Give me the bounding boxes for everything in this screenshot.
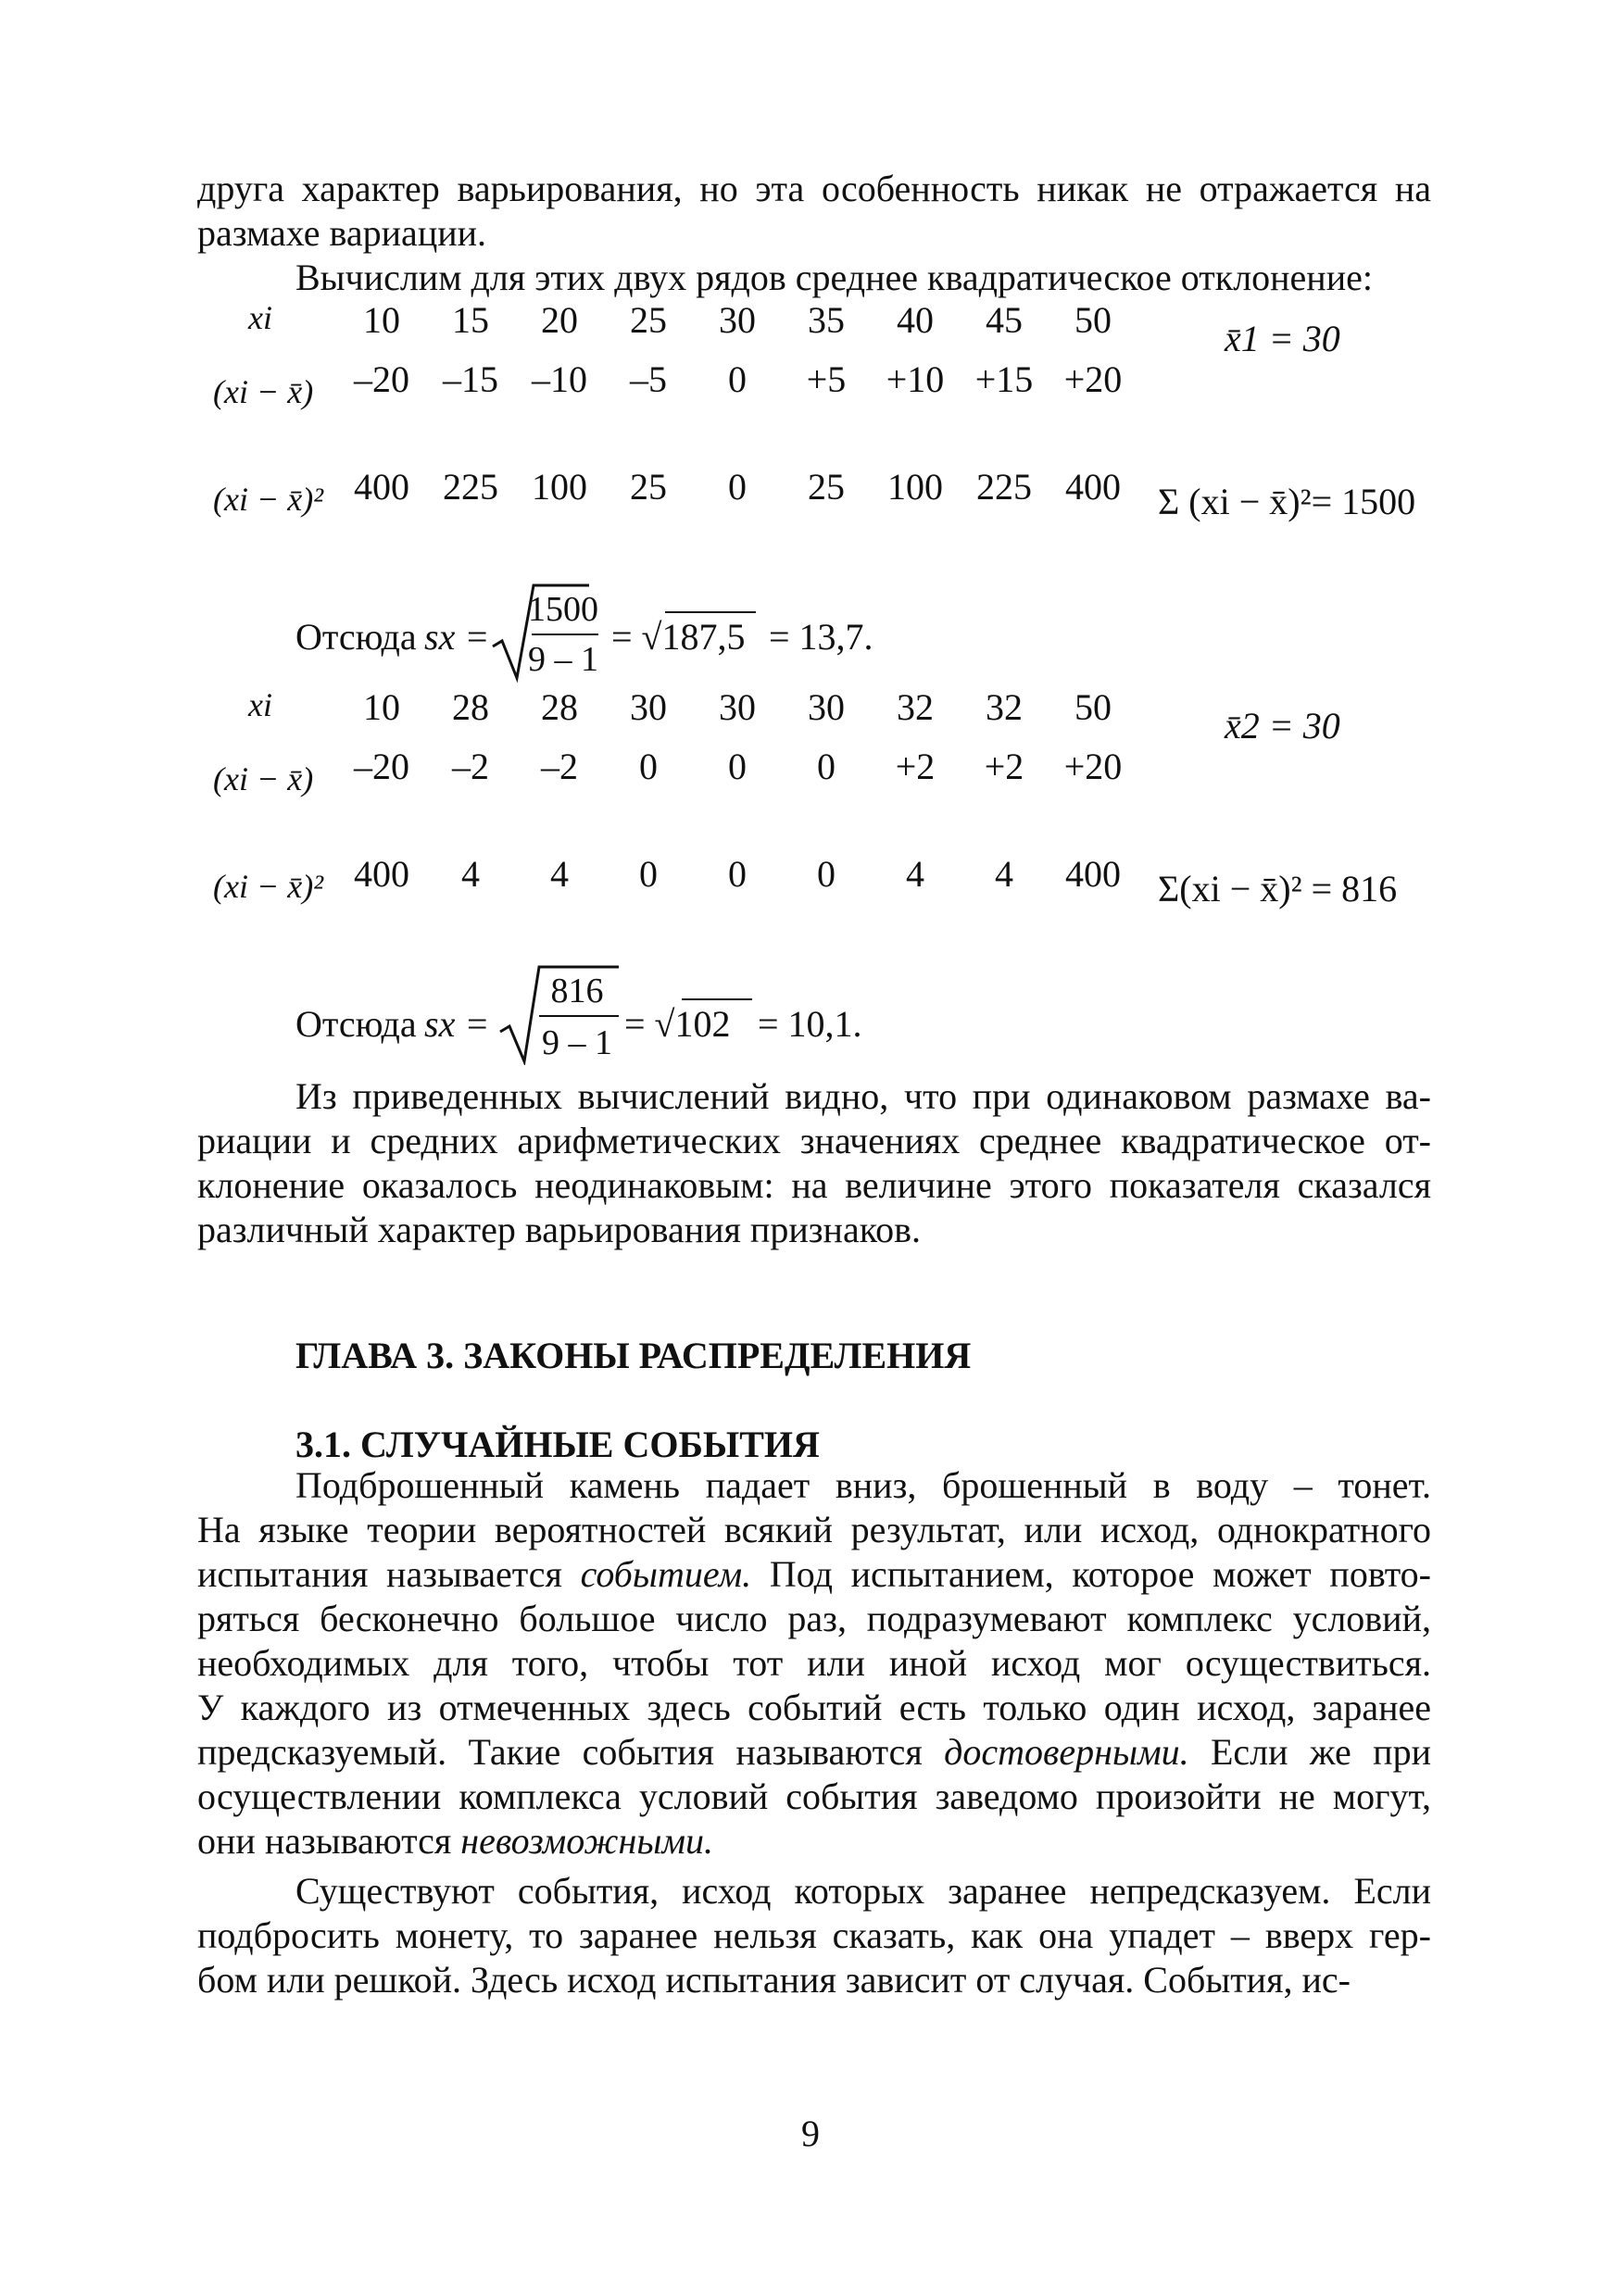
table-cell: 30 <box>630 686 667 728</box>
table-cell: –15 <box>443 358 498 400</box>
table-cell: 0 <box>817 746 836 787</box>
table-cell: 30 <box>719 299 756 341</box>
table-cell: 25 <box>630 299 667 341</box>
table-cell: +10 <box>886 358 945 400</box>
row-label: xi <box>248 686 272 723</box>
table-cell: 400 <box>354 466 409 508</box>
text-line: они называются невозможными. <box>197 1820 713 1862</box>
text-line: Из приведенных вычислений видно, что при одинаковом размахе ва- <box>295 1075 1431 1117</box>
fraction-bar <box>539 1015 619 1017</box>
text-line: испытания называется событием. Под испытанием, которое может повто- <box>197 1553 1431 1595</box>
table-cell: 15 <box>452 299 489 341</box>
sqrt-bar <box>665 611 756 613</box>
text-line: клонение оказалось неодинаковым: на величине этого показателя сказался <box>197 1164 1431 1206</box>
table-cell: 32 <box>897 686 934 728</box>
table-cell: 10 <box>363 299 400 341</box>
table-cell: 20 <box>541 299 578 341</box>
table-cell: 30 <box>808 686 845 728</box>
section-paragraph-1 <box>197 1463 1431 1863</box>
sum-of-squares: Σ (xi − x̄)²= 1500 <box>1158 481 1416 522</box>
table-cell: 0 <box>817 853 836 895</box>
result-end: = 10,1. <box>758 1003 862 1045</box>
table-cell: +5 <box>806 358 847 400</box>
emphasis-term: достоверными. <box>944 1731 1189 1773</box>
table-cell: 225 <box>976 466 1032 508</box>
result-prefix: Отсюда <box>295 1003 417 1045</box>
result-end: = 13,7. <box>769 616 873 658</box>
text-line: подбросить монету, то заранее нельзя сказать, как она упадет – вверх гер- <box>197 1914 1431 1956</box>
table-cell: 50 <box>1074 299 1112 341</box>
text-line: риации и средних арифметических значениях среднее квадратическое от- <box>197 1120 1431 1161</box>
frac-numerator: 816 <box>550 972 604 1010</box>
text-line: друга характер варьирования, но эта особенность никак не отражается на <box>197 168 1431 209</box>
chapter-title: ГЛАВА 3. ЗАКОНЫ РАСПРЕДЕЛЕНИЯ <box>295 1335 972 1376</box>
section-paragraph-2 <box>197 1869 1431 2002</box>
intro-paragraph <box>197 167 1431 256</box>
table-cell: 4 <box>461 853 480 895</box>
table-cell: 45 <box>986 299 1023 341</box>
result-sx: sx = <box>424 616 490 658</box>
table-cell: –20 <box>354 358 409 400</box>
mean-value: x̄2 = 30 <box>1225 705 1340 747</box>
table-cell: 10 <box>363 686 400 728</box>
table-cell: 400 <box>354 853 409 895</box>
table-cell: 40 <box>897 299 934 341</box>
table-cell: –2 <box>452 746 489 787</box>
frac-numerator: 1500 <box>528 590 598 629</box>
table-cell: 4 <box>550 853 569 895</box>
table-cell: 30 <box>719 686 756 728</box>
table-cell: 100 <box>887 466 943 508</box>
table-cell: 28 <box>541 686 578 728</box>
row-label: xi <box>248 299 272 336</box>
text-line: Существуют события, исход которых заранее непредсказуем. Если <box>295 1870 1431 1912</box>
conclusion-paragraph <box>197 1074 1431 1252</box>
result-prefix: Отсюда <box>295 616 417 658</box>
table-cell: 4 <box>995 853 1013 895</box>
table-cell: 25 <box>808 466 845 508</box>
fraction-bar <box>532 634 598 635</box>
table-cell: –2 <box>541 746 578 787</box>
text-line: различный характер варьирования признаков. <box>197 1209 921 1250</box>
table-cell: 0 <box>639 746 658 787</box>
text-line: размахе вариации. <box>197 212 487 254</box>
text-line: необходимых для того, чтобы тот или иной исход мог осуществиться. <box>197 1642 1431 1684</box>
text-line: бом или решкой. Здесь исход испытания зависит от случая. События, ис- <box>197 1959 1351 2001</box>
table-cell: 400 <box>1065 853 1121 895</box>
text-line: На языке теории вероятностей всякий результат, или исход, однократного <box>197 1509 1431 1550</box>
table-cell: +2 <box>984 746 1024 787</box>
page-number: 9 <box>801 2113 820 2154</box>
text-line: предсказуемый. Такие события называются достоверными. Если же при <box>197 1731 1431 1773</box>
table-cell: 225 <box>443 466 498 508</box>
table-cell: –5 <box>630 358 667 400</box>
frac-denominator: 9 – 1 <box>542 1023 612 1062</box>
sqrt-bar <box>682 998 752 1000</box>
table-cell: 32 <box>986 686 1023 728</box>
table-cell: +15 <box>974 358 1034 400</box>
sum-of-squares: Σ(xi − x̄)² = 816 <box>1158 868 1398 910</box>
text-line: Подброшенный камень падает вниз, брошенный в воду – тонет. <box>295 1464 1431 1506</box>
table-cell: 50 <box>1074 686 1112 728</box>
row-label: (xi − x̄) <box>213 760 314 797</box>
table-cell: –10 <box>532 358 587 400</box>
table-cell: 0 <box>728 853 747 895</box>
mean-value: x̄1 = 30 <box>1225 318 1340 359</box>
result-mid: = √102 <box>624 1003 731 1045</box>
table-cell: 400 <box>1065 466 1121 508</box>
table-cell: +20 <box>1063 358 1123 400</box>
table-cell: 4 <box>906 853 924 895</box>
table-cell: 100 <box>532 466 587 508</box>
table-cell: 35 <box>808 299 845 341</box>
section-title: 3.1. СЛУЧАЙНЫЕ СОБЫТИЯ <box>295 1424 820 1465</box>
text-line: осуществлении комплекса условий события заведомо произойти не могут, <box>197 1775 1431 1817</box>
emphasis-term: событием. <box>580 1553 752 1595</box>
table-cell: 28 <box>452 686 489 728</box>
row-label: (xi − x̄)² <box>213 481 324 518</box>
table-cell: +2 <box>895 746 936 787</box>
emphasis-term: невозможными. <box>460 1820 713 1862</box>
text-line: У каждого из отмеченных здесь событий есть только один исход, заранее <box>197 1687 1431 1728</box>
table-cell: 0 <box>728 746 747 787</box>
table-cell: +20 <box>1063 746 1123 787</box>
table-cell: 25 <box>630 466 667 508</box>
calc-intro: Вычислим для этих двух рядов среднее квадратическое отклонение: <box>295 257 1373 298</box>
result-mid: = √187,5 <box>611 616 746 658</box>
frac-denominator: 9 – 1 <box>528 640 598 679</box>
table-cell: 0 <box>728 358 747 400</box>
table-cell: 0 <box>728 466 747 508</box>
result-sx: sx = <box>424 1003 490 1045</box>
row-label: (xi − x̄)² <box>213 868 324 905</box>
table-cell: 0 <box>639 853 658 895</box>
table-cell: –20 <box>354 746 409 787</box>
text-line: ряться бесконечно большое число раз, подразумевают комплекс условий, <box>197 1598 1431 1639</box>
row-label: (xi − x̄) <box>213 373 314 410</box>
